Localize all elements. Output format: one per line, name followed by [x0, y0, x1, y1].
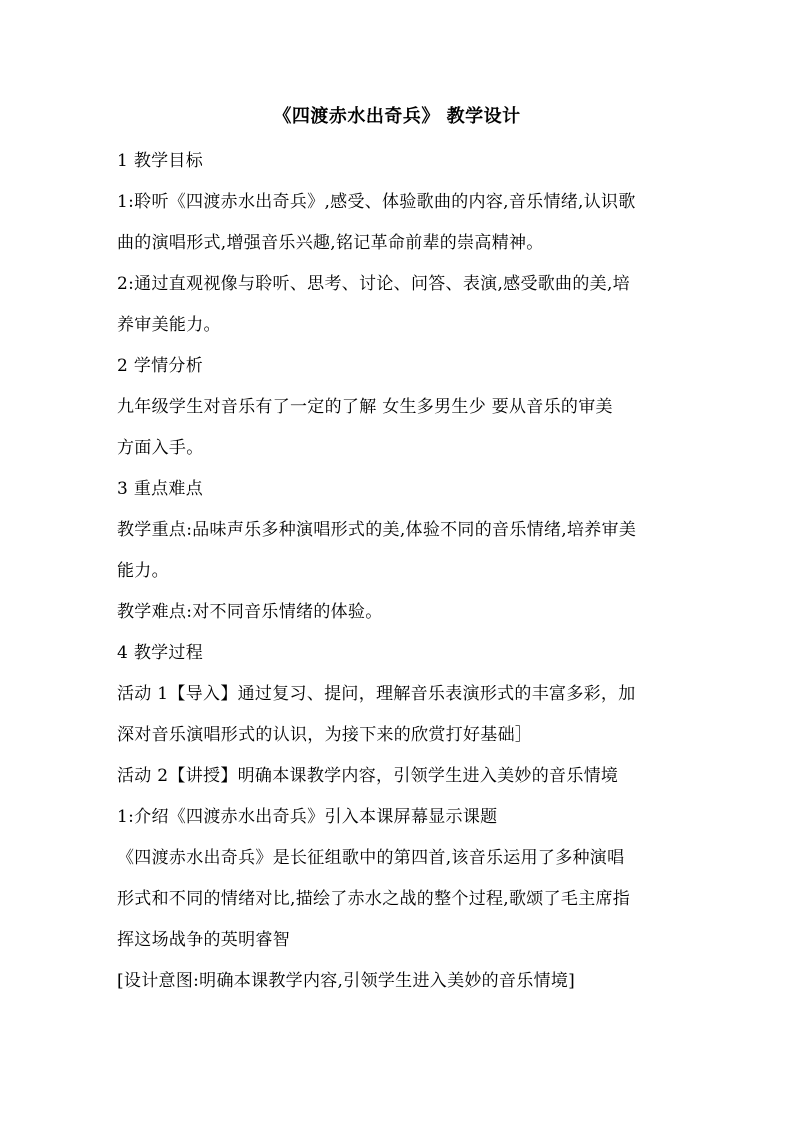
- objective-1-line-2: 曲的演唱形式,增强音乐兴趣,铭记革命前辈的崇高精神。: [117, 233, 544, 253]
- activity-1-line-2: 深对音乐演唱形式的认识，为接下来的欣赏打好基础］: [117, 725, 533, 745]
- description-line-1: 《四渡赤水出奇兵》是长征组歌中的第四首,该音乐运用了多种演唱: [117, 848, 625, 868]
- section-heading-analysis: 2 学情分析: [117, 356, 204, 376]
- activity-1-line-1: 活动 1【导入】通过复习、提问，理解音乐表演形式的丰富多彩，加: [117, 684, 636, 704]
- section-heading-process: 4 教学过程: [117, 643, 204, 663]
- description-line-3: 挥这场战争的英明睿智: [117, 930, 290, 950]
- document-title: 《四渡赤水出奇兵》 教学设计: [273, 106, 521, 127]
- analysis-line-1: 九年级学生对音乐有了一定的了解 女生多男生少 要从音乐的审美: [117, 397, 613, 417]
- design-intent-line: [设计意图:明确本课教学内容,引领学生进入美妙的音乐情境]: [117, 971, 576, 991]
- objective-2-line-2: 养审美能力。: [117, 315, 221, 335]
- key-point-line-2: 能力。: [117, 561, 169, 581]
- objective-1-line-1: 1:聆听《四渡赤水出奇兵》,感受、体验歌曲的内容,音乐情绪,认识歌: [117, 192, 636, 212]
- difficulty-line: 教学难点:对不同音乐情绪的体验。: [117, 602, 383, 622]
- section-heading-key-points: 3 重点难点: [117, 479, 204, 499]
- activity-2-line: 活动 2【讲授】明确本课教学内容，引领学生进入美妙的音乐情境: [117, 766, 619, 786]
- objective-2-line-1: 2:通过直观视像与聆听、思考、讨论、问答、表演,感受歌曲的美,培: [117, 274, 630, 294]
- analysis-line-2: 方面入手。: [117, 438, 204, 458]
- key-point-line-1: 教学重点:品味声乐多种演唱形式的美,体验不同的音乐情绪,培养审美: [117, 520, 637, 540]
- section-heading-objectives: 1 教学目标: [117, 151, 204, 171]
- description-line-2: 形式和不同的情绪对比,描绘了赤水之战的整个过程,歌颂了毛主席指: [117, 889, 631, 909]
- introduction-line: 1:介绍《四渡赤水出奇兵》引入本课屏幕显示课题: [117, 807, 498, 827]
